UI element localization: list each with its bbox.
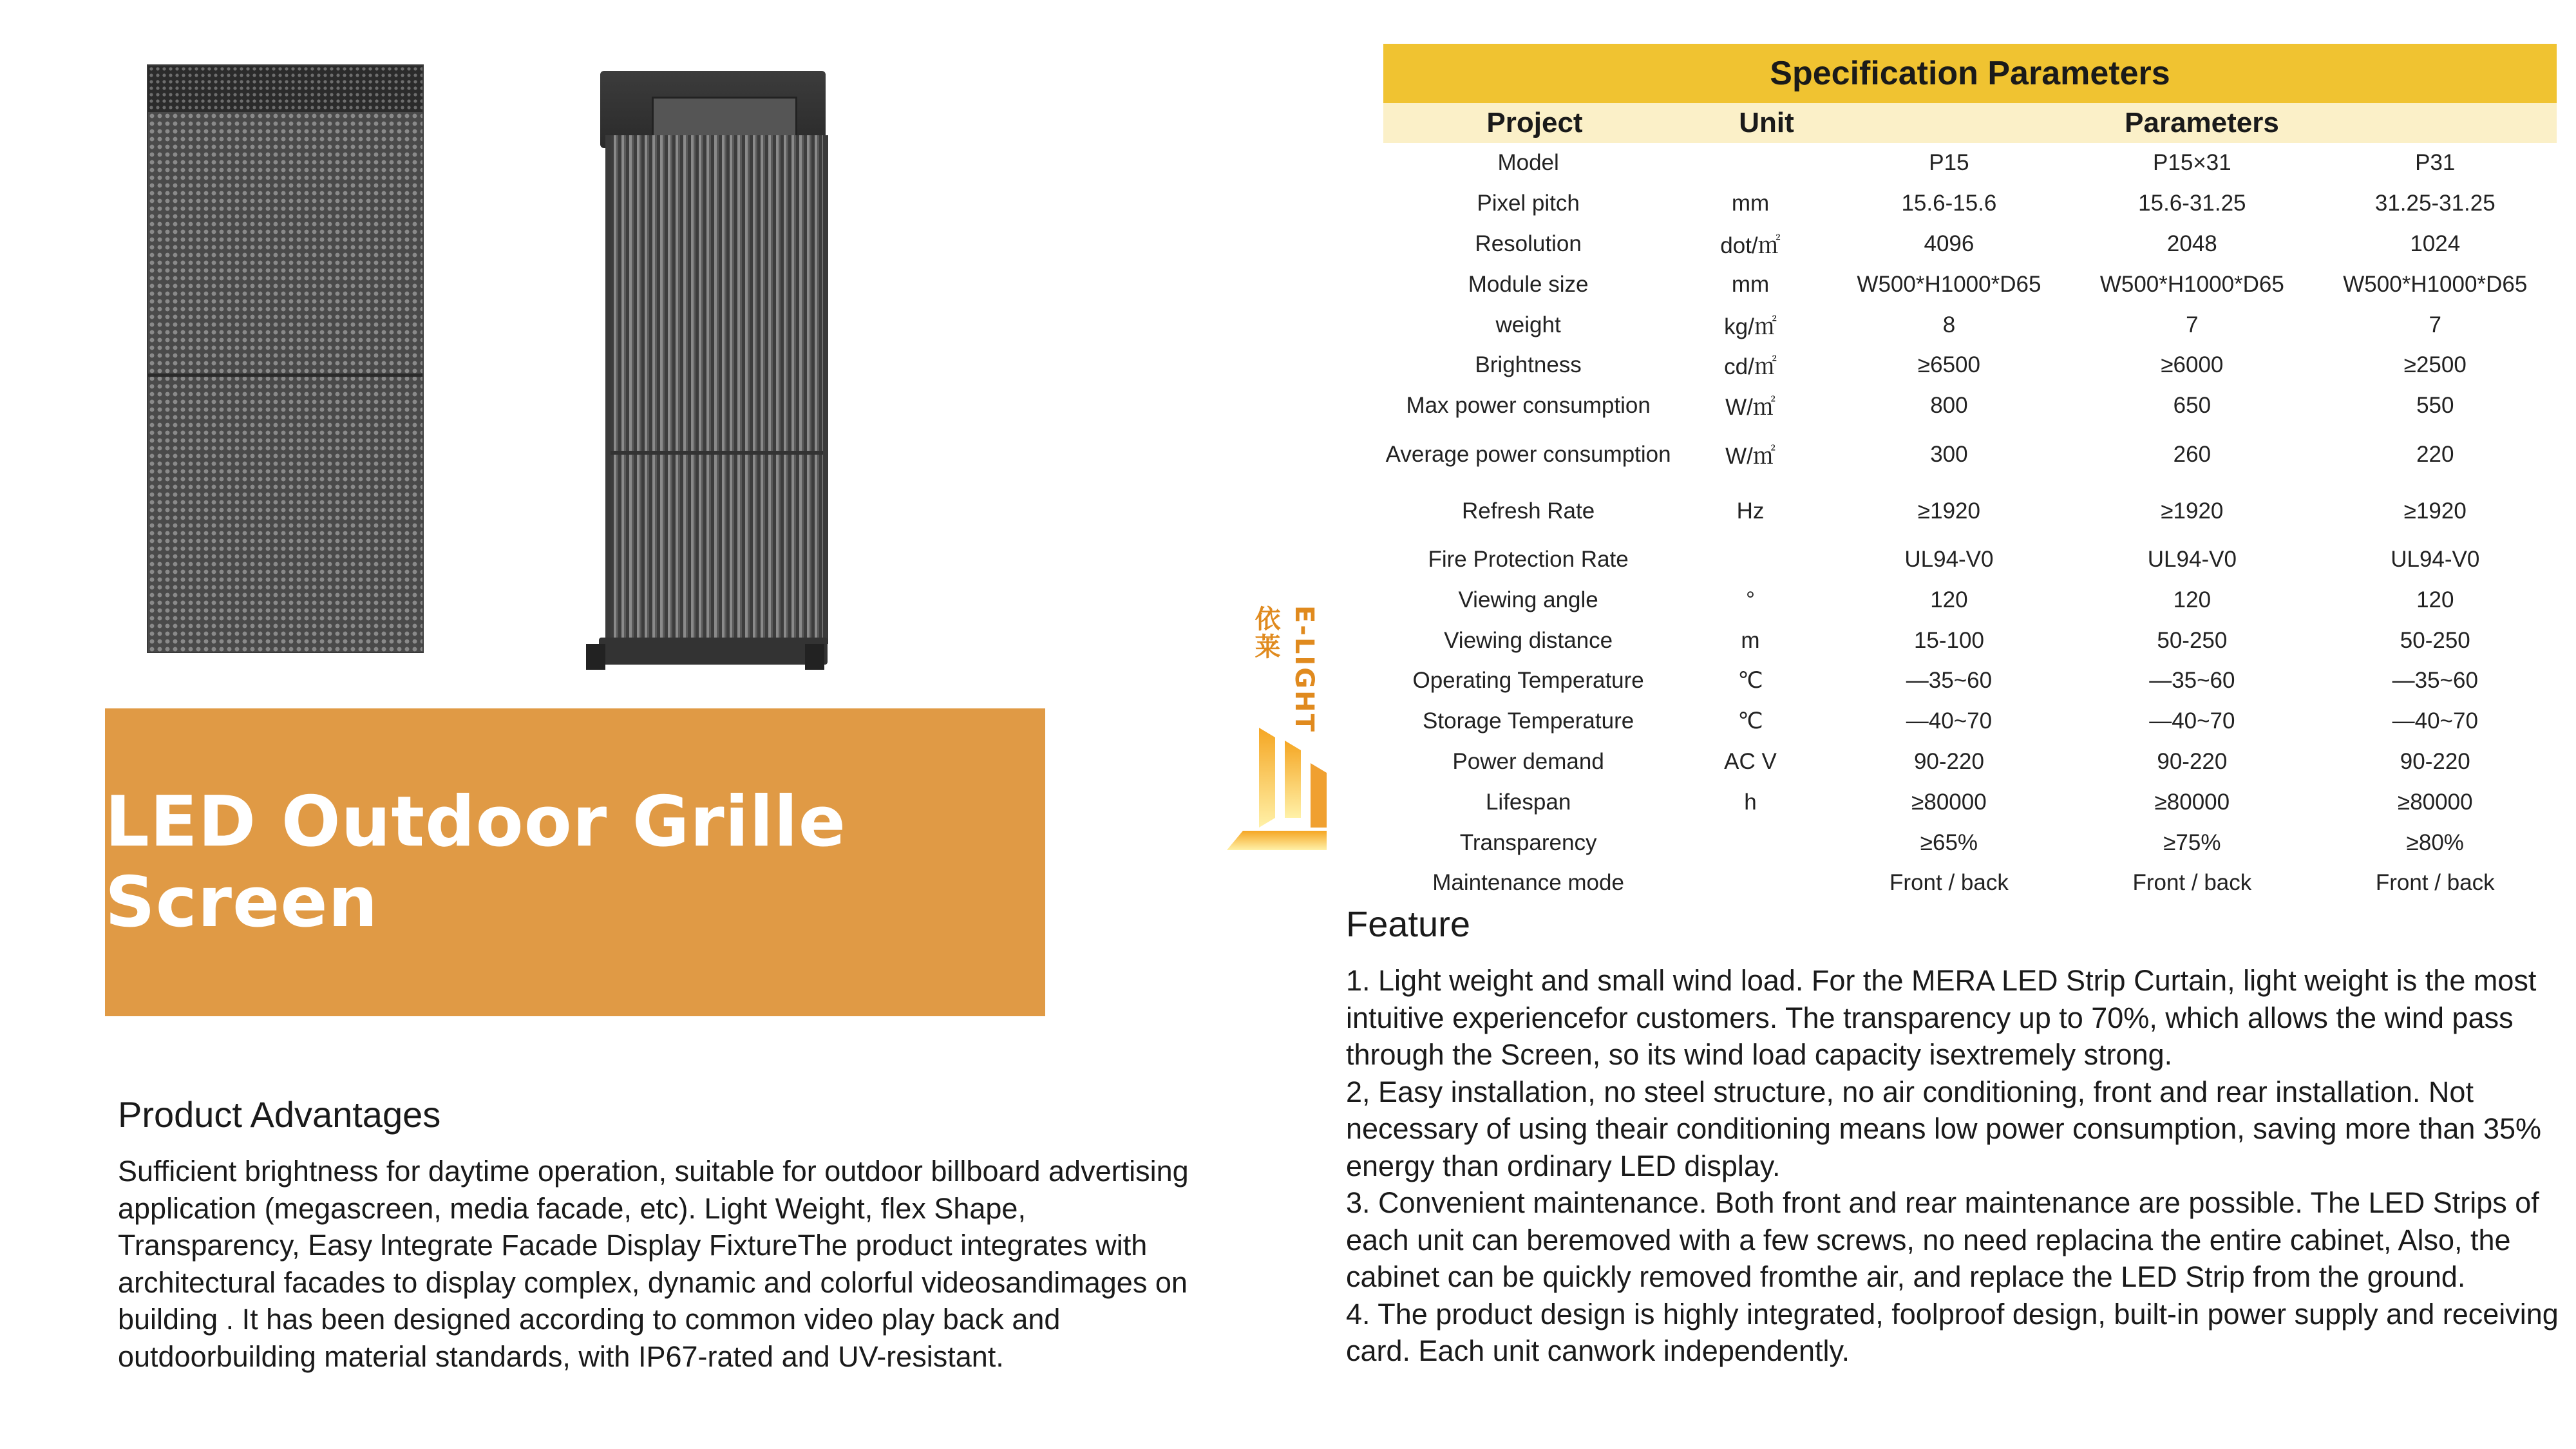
- advantages-heading: Product Advantages: [118, 1094, 441, 1135]
- table-row: [1383, 863, 2557, 904]
- table-cell: Model: [1497, 150, 1559, 176]
- table-cell: —35~60: [2392, 668, 2478, 694]
- table-cell: Storage Temperature: [1423, 708, 1634, 734]
- table-row: [1383, 386, 2557, 426]
- table-cell: 2048: [2166, 231, 2217, 256]
- grille-seam: [611, 451, 823, 455]
- table-cell: 7: [2429, 312, 2441, 337]
- table-cell: Transparency: [1459, 829, 1597, 855]
- table-row: [1383, 661, 2557, 701]
- feature-item: 1. Light weight and small wind load. For the MERA LED Strip Curtain, light weight is the most intuitive experiencefor customers. The transparency up to 70%, which allows the wind pass through the Screen, so its wind load capacity isextremely strong.: [1346, 964, 2537, 1071]
- table-cell: 90-220: [2400, 748, 2470, 774]
- table-cell: 8: [1942, 312, 1956, 337]
- table-cell: Fire Protection Rate: [1428, 546, 1629, 572]
- header-unit: Unit: [1739, 107, 1794, 138]
- table-cell: Hz: [1736, 498, 1765, 524]
- table-cell: 300: [1930, 441, 1968, 467]
- table-cell: Operating Temperature: [1412, 668, 1644, 694]
- table-cell: P31: [2415, 150, 2456, 176]
- table-cell: 120: [1930, 587, 1968, 612]
- table-cell: ≥1920: [2403, 498, 2467, 524]
- table-cell: 120: [2173, 587, 2211, 612]
- table-cell: ≥6500: [1917, 352, 1980, 378]
- spec-table: [1383, 44, 2557, 904]
- table-cell: Viewing distance: [1444, 627, 1613, 653]
- table-row: [1383, 426, 2557, 483]
- table-cell: 650: [2173, 393, 2211, 419]
- table-cell: Power demand: [1452, 748, 1604, 774]
- brand-logo: [1227, 605, 1368, 850]
- feature-item: 4. The product design is highly integrated, foolproof design, built-in power supply and receiving card. Each unit canwork independently.: [1346, 1297, 2559, 1367]
- table-cell: W500*H1000*D65: [2343, 271, 2528, 297]
- table-row: [1383, 345, 2557, 386]
- table-cell: Front / back: [2132, 870, 2252, 896]
- header-project: Project: [1486, 107, 1583, 138]
- table-cell: ℃: [1738, 708, 1763, 734]
- table-cell: 50-250: [2157, 627, 2228, 653]
- table-cell: 1024: [2410, 231, 2461, 256]
- right-foot: [805, 644, 824, 670]
- spec-header-row: [1383, 103, 2557, 143]
- table-cell: °: [1745, 587, 1755, 612]
- feature-heading: Feature: [1346, 904, 1470, 944]
- table-cell: cd/㎡: [1724, 354, 1777, 380]
- table-cell: dot/㎡: [1720, 232, 1781, 258]
- table-cell: Max power consumption: [1406, 393, 1651, 419]
- table-cell: 120: [2416, 587, 2454, 612]
- bottom-bracket: [599, 638, 828, 665]
- table-cell: P15×31: [2153, 150, 2231, 176]
- product-image-back: [586, 71, 824, 670]
- spec-rows: [1383, 143, 2557, 904]
- table-cell: Maintenance mode: [1432, 870, 1624, 896]
- table-cell: 50-250: [2400, 627, 2470, 653]
- table-cell: kg/㎡: [1724, 314, 1777, 339]
- title-banner: [105, 708, 1045, 1016]
- table-cell: —40~70: [2392, 708, 2478, 734]
- table-row: [1383, 184, 2557, 224]
- table-cell: 260: [2173, 441, 2211, 467]
- table-cell: Pixel pitch: [1477, 191, 1580, 216]
- table-cell: —35~60: [2149, 668, 2235, 694]
- table-cell: 220: [2416, 441, 2454, 467]
- table-row: [1383, 742, 2557, 782]
- table-row: [1383, 305, 2557, 345]
- table-cell: h: [1744, 789, 1757, 815]
- table-cell: 7: [2186, 312, 2199, 337]
- table-cell: Front / back: [1889, 870, 2009, 896]
- table-cell: 550: [2416, 393, 2454, 419]
- table-cell: W500*H1000*D65: [2099, 271, 2284, 297]
- table-cell: UL94-V0: [2391, 546, 2480, 572]
- module-top-band: [148, 66, 422, 112]
- table-cell: 800: [1930, 393, 1968, 419]
- table-cell: 4096: [1924, 231, 1975, 256]
- table-cell: W/㎡: [1725, 395, 1776, 421]
- table-cell: —35~60: [1906, 668, 1993, 694]
- table-row: [1383, 483, 2557, 540]
- table-cell: 15.6-31.25: [2138, 191, 2246, 216]
- table-row: [1383, 224, 2557, 265]
- table-cell: Lifespan: [1485, 789, 1571, 815]
- table-cell: Average power consumption: [1385, 441, 1671, 467]
- table-row: [1383, 782, 2557, 822]
- table-cell: —40~70: [2149, 708, 2235, 734]
- table-row: [1383, 620, 2557, 661]
- header-parameters: Parameters: [2125, 107, 2279, 138]
- table-cell: mm: [1731, 191, 1770, 216]
- table-cell: ≥1920: [1917, 498, 1980, 524]
- table-cell: W500*H1000*D65: [1857, 271, 2041, 297]
- table-cell: ≥75%: [2163, 829, 2221, 855]
- table-cell: ≥6000: [2161, 352, 2224, 378]
- table-row: [1383, 701, 2557, 742]
- table-cell: Front / back: [2375, 870, 2495, 896]
- spec-title: Specification Parameters: [1383, 44, 2557, 103]
- logo-wordmark: E-LIGHT依莱: [1251, 605, 1319, 734]
- table-cell: ≥65%: [1920, 829, 1978, 855]
- feature-list: [1346, 962, 2563, 1370]
- table-cell: 15.6-15.6: [1901, 191, 1997, 216]
- table-cell: Brightness: [1475, 352, 1582, 378]
- table-cell: ℃: [1738, 668, 1763, 694]
- table-cell: 90-220: [1913, 748, 1984, 774]
- table-cell: ≥80000: [2154, 789, 2230, 815]
- feature-item: 2, Easy installation, no steel structure, no air conditioning, front and rear installation. Not necessary of using theair conditioning means low power consumption, saving more than 35% energy than ordinary LED display.: [1346, 1075, 2542, 1182]
- table-cell: 31.25-31.25: [2374, 191, 2496, 216]
- table-cell: mm: [1731, 271, 1770, 297]
- table-row: [1383, 580, 2557, 620]
- table-row: [1383, 540, 2557, 580]
- product-image-front: [147, 64, 424, 653]
- table-cell: 15-100: [1913, 627, 1984, 653]
- table-cell: P15: [1929, 150, 1969, 176]
- table-cell: AC V: [1724, 748, 1777, 774]
- page-title: LED Outdoor Grille Screen: [105, 782, 846, 943]
- table-cell: weight: [1495, 312, 1561, 337]
- module-seam: [148, 374, 422, 377]
- table-cell: ≥1920: [2161, 498, 2224, 524]
- grille-strips: [605, 135, 828, 644]
- table-cell: Resolution: [1475, 231, 1582, 256]
- table-row: [1383, 264, 2557, 305]
- left-foot: [586, 644, 605, 670]
- table-cell: ≥80000: [2398, 789, 2473, 815]
- table-cell: Refresh Rate: [1462, 498, 1595, 524]
- table-cell: UL94-V0: [1904, 546, 1994, 572]
- table-cell: ≥80000: [1911, 789, 1987, 815]
- table-cell: 90-220: [2157, 748, 2228, 774]
- table-cell: Viewing angle: [1458, 587, 1598, 612]
- table-cell: —40~70: [1906, 708, 1993, 734]
- table-cell: ≥2500: [2403, 352, 2467, 378]
- table-cell: Module size: [1468, 271, 1589, 297]
- table-row: [1383, 822, 2557, 863]
- table-cell: m: [1741, 627, 1760, 653]
- table-cell: ≥80%: [2406, 829, 2464, 855]
- table-cell: W/㎡: [1725, 443, 1776, 469]
- table-cell: UL94-V0: [2147, 546, 2237, 572]
- table-row: [1383, 143, 2557, 184]
- feature-item: 3. Convenient maintenance. Both front and rear maintenance are possible. The LED Strips of each unit can beremoved with a few screws, no need replacina the entire cabinet, Also, the cabinet can be quickly removed fromthe air, and replace the LED Strip from the ground.: [1346, 1186, 2539, 1293]
- advantages-text: Sufficient brightness for daytime operation, suitable for outdoor billboard advertising application (megascreen, media facade, etc). Light Weight, flex Shape, Transparency, Easy lntegrate Facade Display FixtureThe product integrates with architectural facades to display complex, dynamic and colorful videosandimages on building . It has been designed according to common video play back and outdoorbuilding material standards, with IP67-rated and UV-resistant.: [118, 1155, 1189, 1373]
